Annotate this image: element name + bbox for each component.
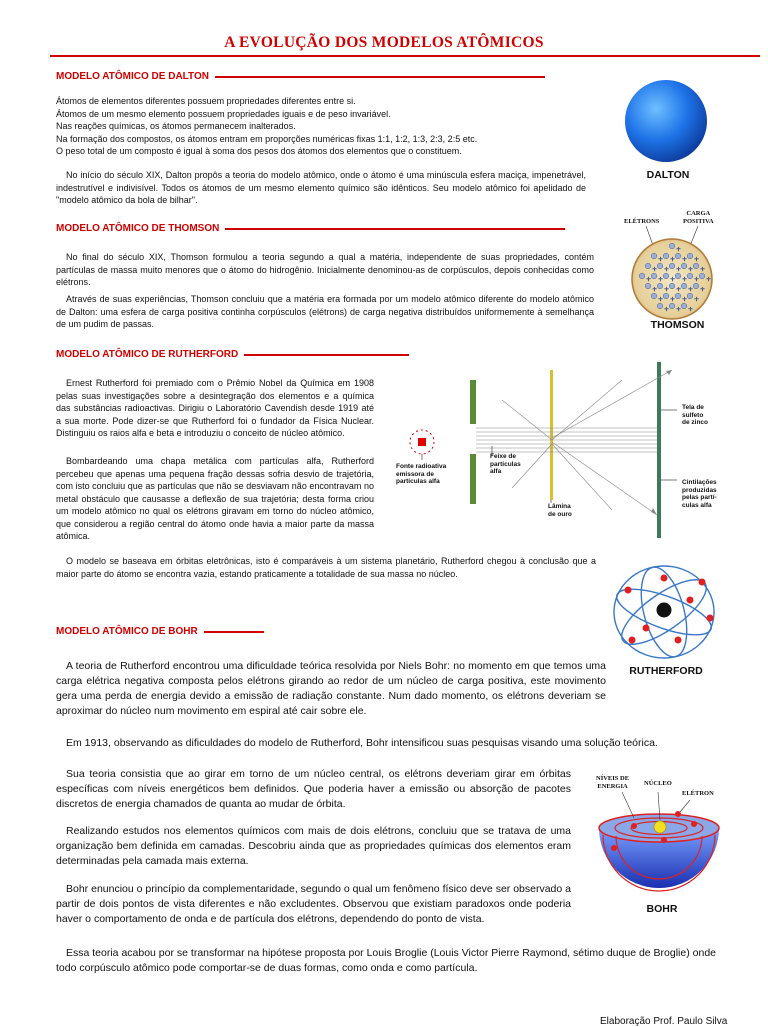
dalton-paragraph: No início do século XIX, Dalton propôs a teoria do modelo atômico, onde o átomo é uma minúscula esfera maciça, impenetrável, indestrutível e indivisível. Todos os átomos de um mesmo elemento químico são idênticos. Seu modelo atômico foi apelidado de "modelo atômico da bola de bilhar". [56,170,586,205]
section-heading-dalton: MODELO ATÔMICO DE DALTON [56,71,545,82]
svg-text:+: + [682,256,688,263]
rutherford-paragraph-1: Ernest Rutherford foi premiado com o Prêmio Nobel da Química em 1908 pelas suas investigações sobre a desintegração dos elementos e a química das substâncias radioactivas. Dirigiu o Laboratório Cavendish desde 1919 até a sua morte. Pode dizer-se que Rutherford foi o fundador da Física Nuclear. Distinguiu os raios alfa e beta e introduziu o conceito de núcleo atômico. [56,378,374,438]
footer-credit: Elaboração Prof. Paulo Silva [600,1016,728,1027]
svg-text:+: + [670,296,676,303]
thomson-pudding-image [606,222,736,322]
svg-text:+: + [676,286,682,293]
label-beam: Feixe de partículas alfa [490,453,521,475]
heading-rule [215,76,545,78]
bohr-hemisphere-image [594,790,724,900]
bohr-paragraph-3: Sua teoria consistia que ao girar em torno de um núcleo central, os elétrons deveriam girar em órbitas específicas com níveis energéticos bem definidos. Que poderia haver a emissão ou absorção de pacotes discretos de energia chamados de quanta ao mudar de órbita. [56,768,571,810]
bohr-label-nucleus: NÚCLEO [644,780,672,787]
list-item: Nas reações químicas, os átomos permanecem inalterados. [56,121,296,131]
svg-text:+: + [706,276,712,283]
svg-text:+: + [646,276,652,283]
svg-text:+: + [676,266,682,273]
svg-text:+: + [670,276,676,283]
list-item: Na formação dos compostos, os átomos entram em proporções numéricas fixas 1:1, 1:2, 1:3, 2:3, 2:5 etc. [56,133,478,144]
svg-text:+: + [688,266,694,273]
heading-rule [244,354,409,356]
dalton-bullets [56,95,581,158]
bohr-label-levels: NÍVEIS DE ENERGIA [596,775,630,790]
label-scintillations: Cintilações produzidas pelas partí- culas alfa [682,479,717,509]
list-item: Átomos de um mesmo elemento possuem propriedades iguais e de peso invariável. [56,108,391,119]
list-item: O peso total de um composto é igual à soma dos pesos dos átomos dos elementos que o constituem. [56,146,462,156]
rutherford-paragraph-3: O modelo se baseava em órbitas eletrônicas, isto é comparáveis à um sistema planetário, Rutherford chegou à conclusão que a maior parte do átomo se encontra vazia, estando praticamente a totalidade de sua massa no núcleo. [56,556,596,579]
rutherford-caption: RUTHERFORD [629,665,703,677]
section-heading-rutherford: MODELO ATÔMICO DE RUTHERFORD [56,349,409,360]
heading-rule [225,228,565,230]
bohr-paragraph-6: Essa teoria acabou por se transformar na hipótese proposta por Louis Broglie (Louis Victor Pierre Raymond, sétimo duque de Broglie) onde todo corpúsculo atômico pode comportar-se de duas formas, como onda e como partícula. [56,947,717,974]
svg-text:+: + [694,256,700,263]
svg-text:+: + [682,276,688,283]
thomson-paragraph-2: Através de suas experiências, Thomson concluiu que a matéria era formada por um modelo atômico diferente do modelo atômico de Dalton: uma esfera de carga positiva continha corpúsculos (elétrons) de carga negativa distribuídos uniformemente à semelhança de um pudim de passas. [56,294,594,329]
svg-text:+: + [688,286,694,293]
rutherford-paragraph-2: Bombardeando uma chapa metálica com partículas alfa, Rutherford percebeu que apenas uma pequena fração dessas sofria desvio de trajetória, com isto concluiu que as partículas que não se desviavam não encontravam no metal obstáculo que causasse a deflexão de sua trajetória; desta forma criou um modelo atômico no qual os elétrons giravam em torno do núcleo atômico, que considerou a região central do átomo onde havia a maior parte da massa atômica. [56,456,374,541]
rutherford-experiment-diagram [382,360,692,540]
svg-text:+: + [658,256,664,263]
section-heading-thomson: MODELO ATÔMICO DE THOMSON [56,223,565,234]
rutherford-atom-image [606,560,724,665]
thomson-label-electrons: ELÉTRONS [624,218,660,225]
title-divider [50,55,760,57]
svg-text:+: + [700,266,706,273]
bohr-paragraph-2: Em 1913, observando as dificuldades do modelo de Rutherford, Bohr intensificou suas pesquisas visando uma solução teórica. [66,737,658,749]
heading-rule [204,631,264,633]
bohr-label-electron: ELÉTRON [682,790,714,797]
section-heading-bohr: MODELO ATÔMICO DE BOHR [56,626,264,637]
thomson-label-charge: CARGA POSITIVA [683,210,714,225]
svg-text:+: + [682,296,688,303]
page-title: A EVOLUÇÃO DOS MODELOS ATÔMICOS [224,34,544,51]
svg-text:+: + [676,246,682,253]
svg-text:+: + [688,306,694,313]
svg-text:+: + [658,296,664,303]
dalton-sphere-image [618,78,718,168]
svg-text:+: + [700,286,706,293]
bohr-paragraph-4: Realizando estudos nos elementos químicos com mais de dois elétrons, concluiu que se tratava de uma organização bem definida em camadas. Descobriu ainda que as propriedades químicas dos elementos eram determinadas pela camada mais externa. [56,825,571,867]
label-source: Fonte radioativa emissora de partículas alfa [396,463,447,485]
svg-text:+: + [652,266,658,273]
bohr-caption: BOHR [646,903,678,915]
svg-text:+: + [676,306,682,313]
svg-text:+: + [694,276,700,283]
svg-text:+: + [670,256,676,263]
label-screen: Tela de sulfeto de zinco [682,404,709,426]
svg-text:+: + [664,306,670,313]
bohr-paragraph-1: A teoria de Rutherford encontrou uma dificuldade teórica resolvida por Niels Bohr: no momento em que temos uma carga elétrica negativa composta pelos elétrons girando ao redor de um núcleo de carga positiva, este movimento gera uma perda de energia devido a emissão de radiação constante. Num dado momento, os elétrons deveriam se aproximar do núcleo num movimento em espiral até cair sobre ele. [56,660,606,717]
thomson-caption: THOMSON [650,319,705,331]
list-item: Átomos de elementos diferentes possuem propriedades diferentes entre si. [56,96,356,106]
dalton-caption: DALTON [646,169,690,181]
label-foil: Lâmina de ouro [548,503,572,518]
svg-text:+: + [664,266,670,273]
svg-text:+: + [658,276,664,283]
svg-text:+: + [652,286,658,293]
bohr-paragraph-5: Bohr enunciou o princípio da complementaridade, segundo o qual um fenômeno físico deve ser observado a partir de dois pontos de vista diferentes e não excludentes. Observou que existiam paradoxos onde poderia haver o comportamento de onda e de partícula dos elétrons, dependendo do ponto de vista. [56,883,571,925]
svg-text:+: + [694,296,700,303]
thomson-paragraph-1: No final do século XIX, Thomson formulou a teoria segundo a qual a matéria, independente de suas propriedades, contém partículas de massa muito menores que o átomo do hidrogênio. Inicialmente denominou-as de corpúsculos, depois conhecidas como elétrons. [56,252,594,287]
svg-text:+: + [664,286,670,293]
